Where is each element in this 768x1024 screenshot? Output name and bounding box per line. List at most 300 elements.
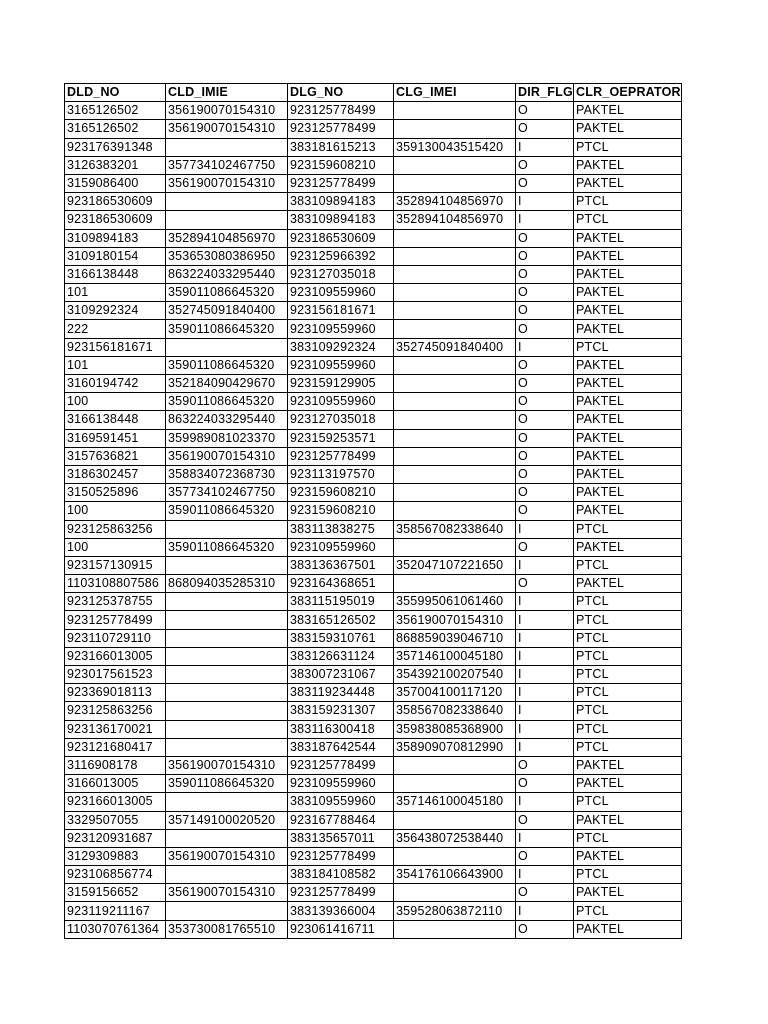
cell-dlg-no: 923125778499 — [288, 174, 394, 192]
table-row — [65, 702, 682, 720]
table-row — [65, 375, 682, 393]
col-header-dlg-no: DLG_NO — [288, 84, 394, 102]
cell-clg-imei — [394, 265, 516, 283]
cell-cld-imie — [166, 720, 288, 738]
cell-dld-no: 1103070761364 — [65, 920, 166, 938]
cell-cld-imie: 863224033295440 — [166, 265, 288, 283]
cell-clr-operator: PAKTEL — [574, 174, 682, 192]
table-row — [65, 811, 682, 829]
table-row — [65, 502, 682, 520]
cell-cld-imie: 358834072368730 — [166, 465, 288, 483]
cell-clg-imei: 352745091840400 — [394, 338, 516, 356]
cell-dir-flg: I — [516, 738, 574, 756]
cell-cld-imie — [166, 629, 288, 647]
cell-cld-imie — [166, 647, 288, 665]
cell-dlg-no: 923125778499 — [288, 756, 394, 774]
cell-dlg-no: 923159253571 — [288, 429, 394, 447]
cell-dir-flg: I — [516, 720, 574, 738]
cell-dir-flg: O — [516, 356, 574, 374]
cell-clr-operator: PAKTEL — [574, 229, 682, 247]
cell-clr-operator: PAKTEL — [574, 265, 682, 283]
cell-clr-operator: PAKTEL — [574, 920, 682, 938]
cell-clg-imei — [394, 429, 516, 447]
cell-clr-operator: PAKTEL — [574, 375, 682, 393]
cell-clr-operator: PTCL — [574, 193, 682, 211]
cell-cld-imie — [166, 520, 288, 538]
cell-clr-operator: PAKTEL — [574, 575, 682, 593]
cell-dir-flg: O — [516, 302, 574, 320]
cell-dir-flg: I — [516, 520, 574, 538]
cell-clg-imei: 354176106643900 — [394, 866, 516, 884]
cell-cld-imie: 352184090429670 — [166, 375, 288, 393]
cell-cld-imie — [166, 829, 288, 847]
cell-cld-imie: 359011086645320 — [166, 775, 288, 793]
cell-clg-imei — [394, 575, 516, 593]
cell-cld-imie: 356190070154310 — [166, 120, 288, 138]
cell-clr-operator: PAKTEL — [574, 756, 682, 774]
cell-clr-operator: PAKTEL — [574, 465, 682, 483]
cell-clr-operator: PTCL — [574, 138, 682, 156]
cell-dir-flg: O — [516, 320, 574, 338]
cell-clr-operator: PTCL — [574, 647, 682, 665]
cell-dld-no: 923121680417 — [65, 738, 166, 756]
cell-clg-imei — [394, 174, 516, 192]
cell-dld-no: 923186530609 — [65, 211, 166, 229]
cell-dlg-no: 383139366004 — [288, 902, 394, 920]
cell-clg-imei — [394, 465, 516, 483]
table-row — [65, 247, 682, 265]
cell-dlg-no: 383136367501 — [288, 556, 394, 574]
cell-clg-imei: 356438072538440 — [394, 829, 516, 847]
cell-dld-no: 3157636821 — [65, 447, 166, 465]
cell-clg-imei — [394, 375, 516, 393]
table-row — [65, 611, 682, 629]
cell-dir-flg: O — [516, 447, 574, 465]
cell-cld-imie: 359011086645320 — [166, 502, 288, 520]
cell-dir-flg: O — [516, 847, 574, 865]
cell-clg-imei: 352894104856970 — [394, 211, 516, 229]
col-header-dld-no: DLD_NO — [65, 84, 166, 102]
table-row — [65, 884, 682, 902]
cell-cld-imie: 352745091840400 — [166, 302, 288, 320]
cell-dld-no: 923186530609 — [65, 193, 166, 211]
cell-dlg-no: 923186530609 — [288, 229, 394, 247]
cell-dld-no: 923136170021 — [65, 720, 166, 738]
cell-clg-imei — [394, 302, 516, 320]
table-row — [65, 520, 682, 538]
cell-cld-imie — [166, 702, 288, 720]
cell-dlg-no: 383165126502 — [288, 611, 394, 629]
cell-dlg-no: 383181615213 — [288, 138, 394, 156]
cell-dld-no: 923110729110 — [65, 629, 166, 647]
table-row — [65, 666, 682, 684]
cell-clr-operator: PAKTEL — [574, 538, 682, 556]
col-header-dir-flg: DIR_FLG — [516, 84, 574, 102]
cell-clr-operator: PAKTEL — [574, 393, 682, 411]
cell-cld-imie — [166, 793, 288, 811]
cell-dlg-no: 923109559960 — [288, 320, 394, 338]
cell-dld-no: 3150525896 — [65, 484, 166, 502]
table-row — [65, 174, 682, 192]
cell-dld-no: 3166138448 — [65, 411, 166, 429]
cell-clg-imei: 357146100045180 — [394, 793, 516, 811]
cell-clr-operator: PTCL — [574, 556, 682, 574]
table-row — [65, 593, 682, 611]
cell-cld-imie — [166, 193, 288, 211]
cell-dlg-no: 923113197570 — [288, 465, 394, 483]
cell-cld-imie — [166, 738, 288, 756]
table-row — [65, 720, 682, 738]
cell-dir-flg: I — [516, 866, 574, 884]
table-row — [65, 829, 682, 847]
col-header-clg-imei: CLG_IMEI — [394, 84, 516, 102]
cell-dlg-no: 923127035018 — [288, 411, 394, 429]
cell-clr-operator: PAKTEL — [574, 302, 682, 320]
table-row — [65, 156, 682, 174]
cell-dld-no: 3109180154 — [65, 247, 166, 265]
cell-cld-imie — [166, 211, 288, 229]
cell-cld-imie: 356190070154310 — [166, 847, 288, 865]
cell-clr-operator: PAKTEL — [574, 775, 682, 793]
cell-dir-flg: I — [516, 702, 574, 720]
cell-clr-operator: PAKTEL — [574, 356, 682, 374]
cell-clg-imei: 355995061061460 — [394, 593, 516, 611]
cell-clg-imei — [394, 284, 516, 302]
cell-cld-imie: 356190070154310 — [166, 756, 288, 774]
cell-dlg-no: 923109559960 — [288, 538, 394, 556]
cell-clr-operator: PAKTEL — [574, 156, 682, 174]
table-row — [65, 465, 682, 483]
cell-dld-no: 3329507055 — [65, 811, 166, 829]
cell-cld-imie: 359011086645320 — [166, 284, 288, 302]
table-row — [65, 756, 682, 774]
cell-clg-imei — [394, 538, 516, 556]
cell-dlg-no: 923125778499 — [288, 884, 394, 902]
cell-cld-imie: 353730081765510 — [166, 920, 288, 938]
cell-cld-imie: 356190070154310 — [166, 884, 288, 902]
cell-cld-imie — [166, 866, 288, 884]
cell-clg-imei: 358909070812990 — [394, 738, 516, 756]
cell-cld-imie: 359989081023370 — [166, 429, 288, 447]
cell-dlg-no: 383187642544 — [288, 738, 394, 756]
cell-clr-operator: PAKTEL — [574, 447, 682, 465]
cell-dld-no: 222 — [65, 320, 166, 338]
cell-dld-no: 3126383201 — [65, 156, 166, 174]
cell-dld-no: 3109292324 — [65, 302, 166, 320]
table-row — [65, 193, 682, 211]
cell-clr-operator: PAKTEL — [574, 811, 682, 829]
cell-dlg-no: 923109559960 — [288, 393, 394, 411]
cell-dir-flg: O — [516, 284, 574, 302]
table-row — [65, 356, 682, 374]
cell-clg-imei: 352894104856970 — [394, 193, 516, 211]
table-row — [65, 738, 682, 756]
table-row — [65, 538, 682, 556]
cell-cld-imie — [166, 138, 288, 156]
cell-dld-no: 923166013005 — [65, 647, 166, 665]
cell-cld-imie — [166, 556, 288, 574]
cell-dlg-no: 383109559960 — [288, 793, 394, 811]
cell-dlg-no: 923159129905 — [288, 375, 394, 393]
cell-dir-flg: O — [516, 120, 574, 138]
cell-cld-imie: 868094035285310 — [166, 575, 288, 593]
cell-cld-imie — [166, 593, 288, 611]
cell-cld-imie: 359011086645320 — [166, 393, 288, 411]
cell-dlg-no: 383113838275 — [288, 520, 394, 538]
cell-dld-no: 923156181671 — [65, 338, 166, 356]
cell-clg-imei — [394, 411, 516, 429]
cell-dir-flg: O — [516, 247, 574, 265]
cell-dir-flg: I — [516, 902, 574, 920]
table-row — [65, 138, 682, 156]
table-row — [65, 120, 682, 138]
cell-dlg-no: 923159608210 — [288, 156, 394, 174]
cell-clr-operator: PTCL — [574, 593, 682, 611]
cell-dlg-no: 923061416711 — [288, 920, 394, 938]
cell-dir-flg: O — [516, 756, 574, 774]
cell-dlg-no: 923109559960 — [288, 775, 394, 793]
cell-cld-imie: 356190070154310 — [166, 102, 288, 120]
table-row — [65, 793, 682, 811]
cell-clg-imei — [394, 920, 516, 938]
cell-dir-flg: O — [516, 411, 574, 429]
cell-dlg-no: 383184108582 — [288, 866, 394, 884]
cell-clg-imei — [394, 447, 516, 465]
cell-dld-no: 923125863256 — [65, 702, 166, 720]
cell-dlg-no: 923125778499 — [288, 447, 394, 465]
cell-dld-no: 923106856774 — [65, 866, 166, 884]
cell-dir-flg: I — [516, 666, 574, 684]
cell-dld-no: 3166138448 — [65, 265, 166, 283]
cell-cld-imie — [166, 684, 288, 702]
table-row — [65, 320, 682, 338]
cell-dir-flg: O — [516, 502, 574, 520]
cell-dlg-no: 923125778499 — [288, 120, 394, 138]
cell-dlg-no: 383116300418 — [288, 720, 394, 738]
cell-cld-imie: 356190070154310 — [166, 174, 288, 192]
cell-cld-imie: 863224033295440 — [166, 411, 288, 429]
cell-dir-flg: O — [516, 102, 574, 120]
cell-clr-operator: PTCL — [574, 629, 682, 647]
cell-dlg-no: 383109894183 — [288, 193, 394, 211]
cell-dir-flg: O — [516, 920, 574, 938]
cell-dld-no: 3116908178 — [65, 756, 166, 774]
cell-clr-operator: PTCL — [574, 520, 682, 538]
cell-clg-imei — [394, 356, 516, 374]
cell-dlg-no: 923164368651 — [288, 575, 394, 593]
cell-clr-operator: PAKTEL — [574, 429, 682, 447]
cell-cld-imie — [166, 666, 288, 684]
cell-dld-no: 923157130915 — [65, 556, 166, 574]
cell-clg-imei — [394, 229, 516, 247]
cell-dld-no: 100 — [65, 538, 166, 556]
cell-dir-flg: O — [516, 884, 574, 902]
cell-dlg-no: 923109559960 — [288, 356, 394, 374]
cell-dld-no: 923176391348 — [65, 138, 166, 156]
cell-dlg-no: 923125778499 — [288, 847, 394, 865]
cell-clg-imei: 356190070154310 — [394, 611, 516, 629]
cell-dld-no: 100 — [65, 502, 166, 520]
cell-clr-operator: PTCL — [574, 702, 682, 720]
table-row — [65, 265, 682, 283]
cell-clr-operator: PTCL — [574, 684, 682, 702]
cell-clg-imei — [394, 502, 516, 520]
cell-dld-no: 3165126502 — [65, 120, 166, 138]
cell-clg-imei: 358567082338640 — [394, 702, 516, 720]
cell-clr-operator: PAKTEL — [574, 120, 682, 138]
table-body — [65, 102, 682, 939]
header-row — [65, 84, 682, 102]
cell-clr-operator: PAKTEL — [574, 847, 682, 865]
cell-dld-no: 3186302457 — [65, 465, 166, 483]
cell-dir-flg: O — [516, 156, 574, 174]
cell-cld-imie: 359011086645320 — [166, 538, 288, 556]
cell-clr-operator: PAKTEL — [574, 247, 682, 265]
cell-dld-no: 923166013005 — [65, 793, 166, 811]
table-row — [65, 847, 682, 865]
cell-dlg-no: 383159310761 — [288, 629, 394, 647]
table-row — [65, 302, 682, 320]
cell-clg-imei: 354392100207540 — [394, 666, 516, 684]
cell-dir-flg: O — [516, 465, 574, 483]
cell-dir-flg: I — [516, 138, 574, 156]
cell-dlg-no: 383007231067 — [288, 666, 394, 684]
cell-dir-flg: O — [516, 265, 574, 283]
cell-dir-flg: O — [516, 229, 574, 247]
cell-dlg-no: 923125966392 — [288, 247, 394, 265]
cell-clg-imei — [394, 120, 516, 138]
cell-clr-operator: PTCL — [574, 338, 682, 356]
cell-cld-imie — [166, 611, 288, 629]
cell-clr-operator: PTCL — [574, 902, 682, 920]
cell-dir-flg: I — [516, 338, 574, 356]
cell-dir-flg: I — [516, 647, 574, 665]
cell-clr-operator: PTCL — [574, 611, 682, 629]
table-row — [65, 484, 682, 502]
table-row — [65, 429, 682, 447]
cell-dlg-no: 383109894183 — [288, 211, 394, 229]
cell-dir-flg: O — [516, 575, 574, 593]
cell-dld-no: 3129309883 — [65, 847, 166, 865]
cell-clr-operator: PTCL — [574, 829, 682, 847]
cell-dir-flg: I — [516, 793, 574, 811]
cell-clr-operator: PAKTEL — [574, 284, 682, 302]
col-header-clr-operator: CLR_OEPRATOR — [574, 84, 682, 102]
cell-dir-flg: I — [516, 829, 574, 847]
cell-dld-no: 923119211167 — [65, 902, 166, 920]
cell-dir-flg: O — [516, 429, 574, 447]
cell-dir-flg: O — [516, 393, 574, 411]
cell-cld-imie: 359011086645320 — [166, 320, 288, 338]
cell-clg-imei — [394, 775, 516, 793]
cell-clg-imei — [394, 102, 516, 120]
cell-dir-flg: I — [516, 593, 574, 611]
cell-cld-imie: 357734102467750 — [166, 484, 288, 502]
cell-dld-no: 3165126502 — [65, 102, 166, 120]
cell-dld-no: 923120931687 — [65, 829, 166, 847]
cell-clr-operator: PTCL — [574, 666, 682, 684]
cell-dlg-no: 923109559960 — [288, 284, 394, 302]
cell-clg-imei — [394, 320, 516, 338]
cell-clg-imei: 352047107221650 — [394, 556, 516, 574]
cell-clg-imei: 359838085368900 — [394, 720, 516, 738]
table-row — [65, 211, 682, 229]
cell-dlg-no: 383109292324 — [288, 338, 394, 356]
cell-dlg-no: 923125778499 — [288, 102, 394, 120]
table-row — [65, 411, 682, 429]
cell-dlg-no: 923159608210 — [288, 502, 394, 520]
cell-clg-imei: 357004100117120 — [394, 684, 516, 702]
cell-dir-flg: O — [516, 375, 574, 393]
cell-dlg-no: 383115195019 — [288, 593, 394, 611]
table-row — [65, 920, 682, 938]
table-header — [65, 84, 682, 102]
cell-clr-operator: PTCL — [574, 738, 682, 756]
cell-cld-imie: 352894104856970 — [166, 229, 288, 247]
table-row — [65, 102, 682, 120]
cell-dld-no: 923125863256 — [65, 520, 166, 538]
cell-dlg-no: 383135657011 — [288, 829, 394, 847]
cell-clg-imei — [394, 393, 516, 411]
cell-cld-imie: 356190070154310 — [166, 447, 288, 465]
cell-dir-flg: I — [516, 193, 574, 211]
table-row — [65, 284, 682, 302]
cell-clg-imei — [394, 884, 516, 902]
cell-dld-no: 923125778499 — [65, 611, 166, 629]
cell-dld-no: 1103108807586 — [65, 575, 166, 593]
cell-clr-operator: PTCL — [574, 211, 682, 229]
cell-dir-flg: I — [516, 611, 574, 629]
col-header-cld-imie: CLD_IMIE — [166, 84, 288, 102]
cell-dld-no: 3169591451 — [65, 429, 166, 447]
cell-dir-flg: O — [516, 811, 574, 829]
cell-dir-flg: I — [516, 211, 574, 229]
cell-clg-imei — [394, 156, 516, 174]
cell-clr-operator: PAKTEL — [574, 502, 682, 520]
cell-clg-imei — [394, 756, 516, 774]
cell-dlg-no: 383126631124 — [288, 647, 394, 665]
cell-dlg-no: 923159608210 — [288, 484, 394, 502]
table-row — [65, 902, 682, 920]
cell-clr-operator: PAKTEL — [574, 484, 682, 502]
cell-cld-imie — [166, 902, 288, 920]
cell-clg-imei — [394, 484, 516, 502]
cell-cld-imie: 357734102467750 — [166, 156, 288, 174]
cell-dlg-no: 383119234448 — [288, 684, 394, 702]
cell-dld-no: 923125378755 — [65, 593, 166, 611]
table-row — [65, 775, 682, 793]
data-table — [64, 83, 682, 939]
cell-dir-flg: O — [516, 538, 574, 556]
cell-clr-operator: PTCL — [574, 720, 682, 738]
cell-cld-imie: 357149100020520 — [166, 811, 288, 829]
cell-cld-imie — [166, 338, 288, 356]
table-row — [65, 556, 682, 574]
cell-dir-flg: O — [516, 484, 574, 502]
cell-dlg-no: 923167788464 — [288, 811, 394, 829]
cell-dld-no: 923369018113 — [65, 684, 166, 702]
cell-dld-no: 101 — [65, 284, 166, 302]
cell-clr-operator: PAKTEL — [574, 320, 682, 338]
cell-dir-flg: I — [516, 629, 574, 647]
table-row — [65, 684, 682, 702]
cell-clg-imei: 868859039046710 — [394, 629, 516, 647]
cell-clr-operator: PAKTEL — [574, 411, 682, 429]
cell-dld-no: 3159086400 — [65, 174, 166, 192]
cell-clg-imei: 359528063872110 — [394, 902, 516, 920]
cell-clr-operator: PTCL — [574, 793, 682, 811]
table-row — [65, 393, 682, 411]
